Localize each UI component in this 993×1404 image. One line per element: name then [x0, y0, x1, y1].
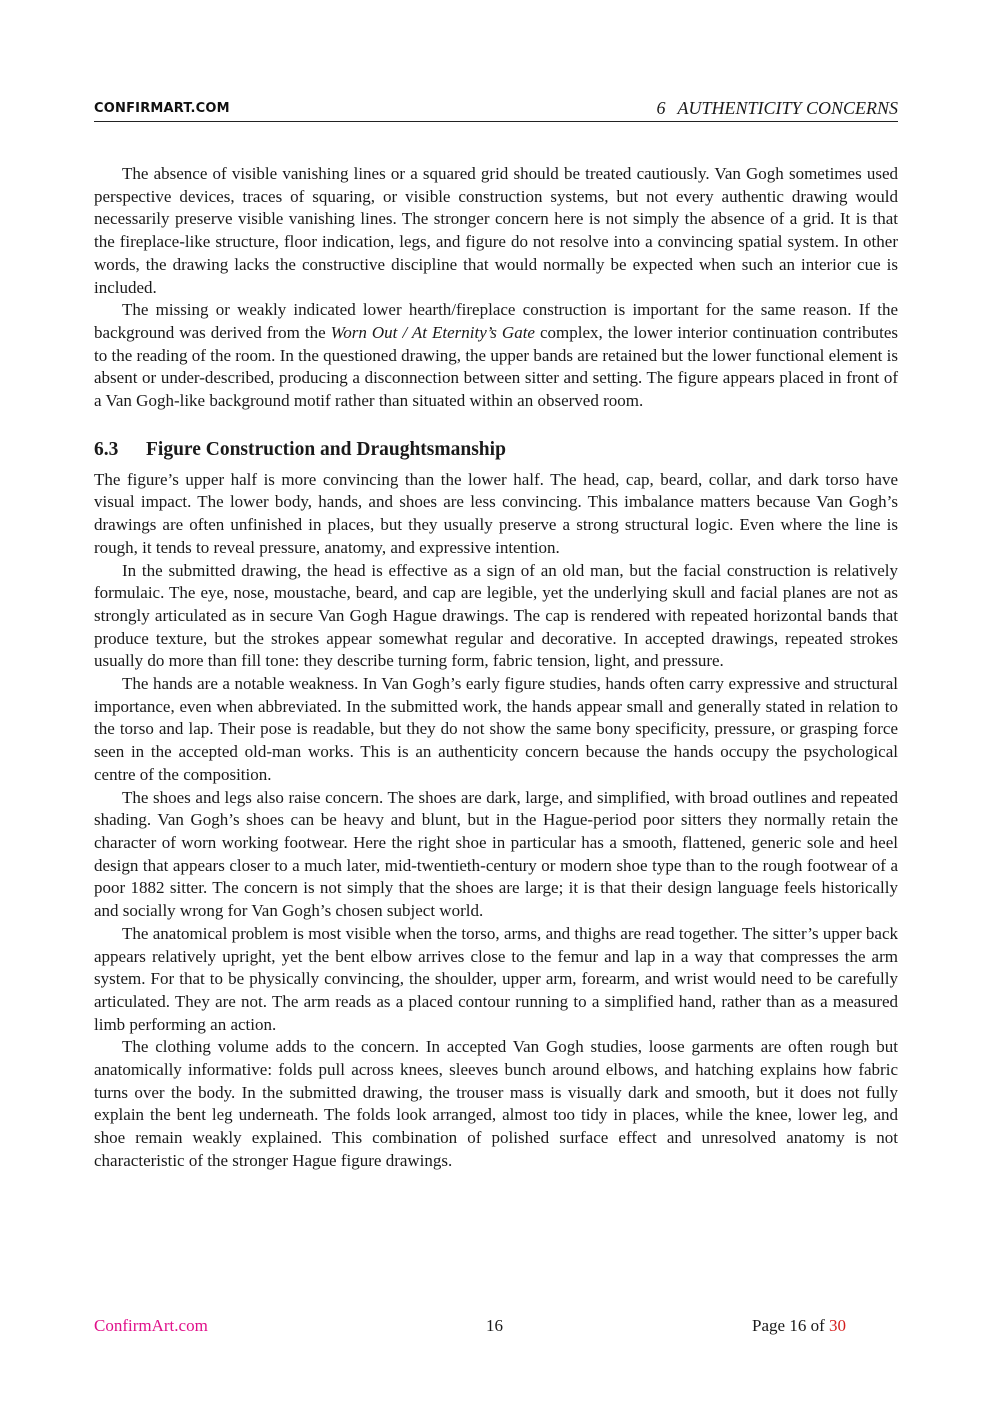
- subsection-number: 6.3: [94, 438, 119, 460]
- subsection-heading: [94, 439, 898, 461]
- paragraph-hearth-text-cont: complex, the lower interior continuation contributes to the reading of the room. In the questioned drawing, the upper bands are retained but the lower functional element is absent or under-described, producing a disconnection between sitter and setting. The figure appears placed in front of a Van Gogh-like background motif rather than situated within an observed room.: [94, 322, 898, 411]
- paragraph-clothing: The clothing volume adds to the concern. In accepted Van Gogh studies, loose garments are often rough but anatomically informative: folds pull across knees, sleeves bunch around elbows, and hatching explains how fabric turns over the body. In the submitted drawing, the trouser mass is visually dark and smooth, but it does not fully explain the bent leg underneath. The folds look arranged, almost too tidy in places, while the knee, lower leg, and shoe remain weakly explained. This combination of polished surface effect and unresolved anatomy is not characteristic of the stronger Hague figure drawings.: [94, 1037, 898, 1170]
- artwork-title-italic: Worn Out / At Eternity’s Gate: [330, 322, 535, 342]
- confirmart-logo: CONFIRMART.COM: [94, 101, 230, 116]
- paragraph-vanishing-lines: The absence of visible vanishing lines or a squared grid should be treated cautiously. Van Gogh sometimes used perspective devices, traces of squaring, or visible construction systems, but not every authentic drawing would necessarily preserve visible vanishing lines. The stronger concern here is not simply the absence of a grid. It is that the fireplace-like structure, floor indication, legs, and figure do not resolve into a convincing spatial system. In other words, the drawing lacks the constructive discipline that would normally be expected when such an interior cue is included.: [94, 164, 898, 297]
- footer-total-pages-link[interactable]: 30: [829, 1316, 846, 1335]
- paragraph-upper-lower-half: The figure’s upper half is more convincing than the lower half. The head, cap, beard, collar, and dark torso have visual impact. The lower body, hands, and shoes are less convincing. This imbalance matters because Van Gogh’s drawings are often unfinished in places, but they usually preserve a strong structural logic. Even where the line is rough, it tends to reveal pressure, anatomy, and expressive intention.: [94, 469, 898, 557]
- footer-page-of: [752, 1316, 846, 1336]
- paragraph-head: In the submitted drawing, the head is effective as a sign of an old man, but the facial construction is relatively formulaic. The eye, nose, moustache, beard, and cap are legible, yet the underlying skull and facial planes are not as strongly articulated as in secure Van Gogh Hague drawings. The cap is rendered with repeated horizontal bands that produce texture, but the strokes appear somewhat regular and decorative. In accepted drawings, repeated strokes usually do more than fill tone: they describe turning form, fabric tension, light, and pressure.: [94, 560, 898, 671]
- section-number: 6: [656, 98, 666, 118]
- paragraph-hands: The hands are a notable weakness. In Van Gogh’s early figure studies, hands often carry expressive and structural importance, even when abbreviated. In the submitted work, the hands appear small and generally stated in relation to the torso and lap. Their pose is readable, but they do not show the same bony specificity, pressure, or grasping force seen in the accepted old-man works. This is an authenticity concern because the hands occupy the psychological centre of the composition.: [94, 674, 898, 784]
- section-title: AUTHENTICITY CONCERNS: [677, 98, 898, 118]
- main-content: [94, 163, 898, 1173]
- footer-page-number: 16: [486, 1316, 503, 1335]
- paragraph-hearth-text: The missing or weakly indicated lower hearth/fireplace construction is important for the same reason. If the background was derived from the: [94, 300, 898, 342]
- page-footer: [94, 1316, 898, 1340]
- paragraph-hearth: [94, 299, 898, 413]
- running-header: [94, 98, 898, 122]
- footer-site-link[interactable]: ConfirmArt.com: [94, 1316, 208, 1335]
- header-rule: [94, 121, 898, 122]
- footer-page-prefix: Page 16 of: [752, 1316, 829, 1335]
- paragraph-anatomy: The anatomical problem is most visible when the torso, arms, and thighs are read together. The sitter’s upper back appears relatively upright, yet the bent elbow arrives close to the femur and lap in a way that compresses the arm system. For that to be physically convincing, the shoulder, upper arm, forearm, and wrist would need to be carefully articulated. They are not. The arm reads as a placed contour running to a simplified hand, rather than as a measured limb performing an action.: [94, 923, 898, 1034]
- subsection-title: Figure Construction and Draughtsmanship: [146, 438, 506, 460]
- paragraph-shoes-legs: The shoes and legs also raise concern. The shoes are dark, large, and simplified, with broad outlines and repeated shading. Van Gogh’s shoes can be heavy and blunt, but in the Hague-period poor sitters they normally retain the character of worn working footwear. Here the right shoe in particular has a smooth, flattened, generic sole and heel design that appears closer to a much later, mid-twentieth-century or modern shoe type than to the rough footwear of a poor 1882 sitter. The concern is not simply that the shoes are large; it is that their design language feels historically and socially wrong for Van Gogh’s chosen subject world.: [94, 787, 898, 921]
- running-section-title: [656, 98, 898, 119]
